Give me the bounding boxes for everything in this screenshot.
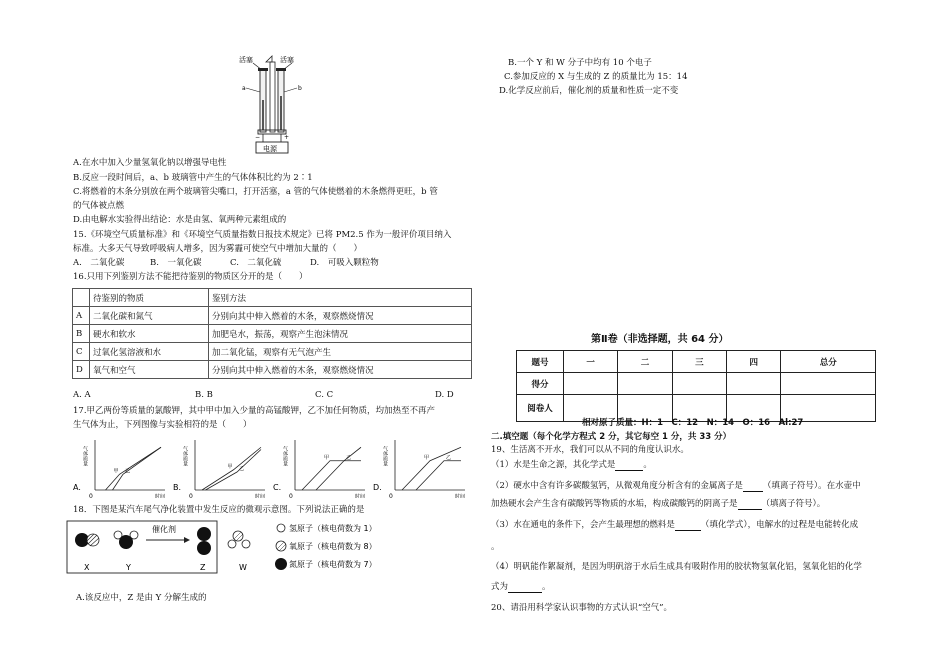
q19-2-text: （2）硬水中含有许多碳酸氢钙，从微观角度分析含有的金属离子是: [491, 481, 743, 491]
score-cell[interactable]: [781, 373, 876, 395]
table-cell: C: [73, 343, 90, 361]
table-cell: 加二氧化锰，观察有无气泡产生: [209, 343, 472, 361]
q16-option-c: C. C: [315, 390, 334, 400]
q18-option-c: C.参加反应的 X 与生成的 Z 的质量比为 15：14: [504, 72, 688, 82]
table-cell: [73, 289, 90, 307]
table-cell: 四: [727, 351, 781, 373]
svg-text:+: +: [284, 134, 290, 141]
q14-option-a: A.在水中加入少量氢氧化钠以增强导电性: [73, 158, 227, 168]
q20-stem: 20、请沿用科学家认识事物的方式认识“空气”。: [491, 603, 673, 613]
table-cell: 分别向其中伸入燃着的木条，观察燃烧情况: [209, 307, 472, 325]
graph-y-label: 气体质量: [282, 446, 288, 466]
graph-label-yi: 乙: [239, 466, 245, 472]
graph-label-jia: 甲: [324, 454, 330, 461]
q19-3: [491, 520, 858, 531]
graph-option-label: A.: [73, 483, 81, 492]
stopcock-label-left: 活塞: [239, 56, 253, 64]
table-cell: 过氧化氢溶液和水: [90, 343, 209, 361]
q19-stem: 19、生活离不开水，我们可以从不同的角度认识水。: [491, 445, 689, 455]
table-header-substance: 待鉴别的物质: [90, 289, 209, 307]
table-cell: 氧气和空气: [90, 361, 209, 379]
table-row: [73, 307, 472, 325]
table-row: [73, 325, 472, 343]
stopcock-label-right: 活塞: [280, 56, 294, 64]
table-cell: 三: [672, 351, 726, 373]
q14-option-c: C.将燃着的木条分别放在两个玻璃管尖嘴口，打开活塞，a 管的气体使燃着的木条燃得更旺，b 管: [73, 187, 438, 197]
score-cell[interactable]: [618, 373, 672, 395]
table-cell: 加肥皂水，振荡，观察产生泡沫情况: [209, 325, 472, 343]
q14-option-b: B.反应一段时间后，a、b 玻璃管中产生的气体体积比约为 2∶1: [73, 173, 313, 183]
q18-option-b: B.一个 Y 和 W 分子中均有 10 个电子: [508, 58, 652, 68]
graph-y-label: 气体质量: [82, 446, 88, 466]
graph-x-label: 时间: [255, 494, 266, 498]
table-cell: 二: [618, 351, 672, 373]
q19-3-text: （3）水在通电的条件下，会产生最理想的燃料是: [491, 520, 675, 530]
q16-stem: 16.只用下列鉴别方法不能把待鉴别的物质区分开的是（ ）: [73, 272, 308, 282]
q19-3-end: 。: [491, 542, 500, 552]
svg-text:−: −: [255, 134, 261, 141]
graph-series-line: [302, 461, 361, 490]
q18-option-d: D.化学反应前后，催化剂的质量和性质一定不变: [499, 86, 679, 96]
q16-option-b: B. B: [195, 390, 213, 400]
table-row: [73, 343, 472, 361]
q18-stem: 18．下图是某汽车尾气净化装置中发生反应的微观示意图。下列说法正确的是: [73, 505, 365, 515]
score-cell[interactable]: [564, 373, 618, 395]
q19-2-line2: [491, 499, 825, 510]
legend-nitrogen: 氮原子（核电荷数为 7）: [289, 560, 377, 569]
q19-4-blank[interactable]: [508, 592, 542, 593]
graph-x-label: 时间: [455, 494, 466, 498]
q19-4-text: 式为: [491, 582, 509, 592]
table-cell: 题号: [517, 351, 564, 373]
q15-option-d: D. 可吸入颗粒物: [310, 258, 379, 268]
score-table: [516, 350, 876, 422]
graph-label-jia: 甲: [113, 468, 119, 475]
graph-x-label: 时间: [355, 494, 366, 498]
q15-option-b: B. 一氧化碳: [150, 258, 202, 268]
q19-2-text2-cont: （填离子符号）。: [761, 499, 826, 509]
q19-2-text-cont: （填离子符号）。在水壶中: [762, 481, 861, 491]
graph-label-jia: 甲: [424, 454, 430, 461]
graph-label-jia: 甲: [227, 463, 233, 470]
q15-stem-line2: 标准。大多天气导致呼吸病人增多，因为雾霾可使空气中增加大量的（ ）: [73, 244, 363, 254]
molecule-y-label: Y: [126, 563, 131, 572]
q19-2-blank-1[interactable]: [743, 491, 763, 492]
catalyst-label: 催化剂: [152, 525, 176, 534]
q19-1-end: 。: [643, 460, 652, 470]
graph-origin: 0: [289, 493, 293, 498]
q16-table: [72, 288, 472, 379]
graph-label-yi: 乙: [446, 454, 452, 461]
q19-4-line2: [491, 582, 551, 593]
q19-3-text-cont: （填化学式），电解水的过程是电能转化成: [700, 520, 859, 530]
q17-stem-line1: 17.甲乙两份等质量的氯酸钾，其中甲中加入少量的高锰酸钾，乙不加任何物质，均加热至不再产: [73, 406, 436, 416]
table-cell: D: [73, 361, 90, 379]
graph-series-line: [113, 447, 162, 490]
table-cell: 二氧化碳和氮气: [90, 307, 209, 325]
graph-x-label: 时间: [155, 494, 166, 498]
electrolysis-apparatus: [236, 52, 312, 156]
q19-3-blank[interactable]: [675, 530, 701, 531]
q19-1: [491, 460, 652, 471]
molecule-x-label: X: [84, 563, 90, 572]
q18-reaction-svg: [66, 520, 406, 580]
q14-option-c-cont: 的气体被点燃: [73, 201, 125, 211]
q18-option-a: A.该反应中，Z 是由 Y 分解生成的: [76, 593, 207, 603]
table-row: [517, 351, 876, 373]
table-cell: 得分: [517, 373, 564, 395]
q19-2-line1: [491, 481, 861, 492]
q18-reaction-diagram: [66, 520, 406, 580]
graph-label-yi: 乙: [346, 454, 352, 461]
graph-y-label: 气体质量: [382, 446, 388, 466]
q16-option-a: A. A: [73, 390, 91, 400]
part2-title: 第Ⅱ卷（非选择题，共 64 分）: [591, 334, 729, 345]
table-cell: 硬水和软水: [90, 325, 209, 343]
q19-4-end: 。: [542, 582, 551, 592]
table-row: [73, 289, 472, 307]
graph-origin: 0: [189, 493, 193, 498]
graph-option-label: B.: [173, 483, 182, 492]
graph-label-yi: 乙: [125, 468, 131, 475]
table-header-method: 鉴别方法: [209, 289, 472, 307]
q17-graphs: [73, 436, 473, 498]
score-cell[interactable]: [727, 373, 781, 395]
graph-origin: 0: [389, 493, 393, 498]
table-row: [73, 361, 472, 379]
table-cell: B: [73, 325, 90, 343]
section2-title: 二.填空题（每个化学方程式 2 分，其它每空 1 分，共 33 分）: [491, 432, 732, 442]
power-supply-label: 电源: [263, 145, 277, 153]
q17-stem-line2: 生气体为止，下列图像与实验相符的是（ ）: [73, 420, 252, 430]
q15-option-a: A. 二氧化碳: [73, 258, 125, 268]
molecule-w-label: W: [239, 563, 247, 572]
q19-4-line1: （4）明矾能作絮凝剂，是因为明矾溶于水后生成具有吸附作用的胶状物氢氧化铝，氢氧化铝的化学: [491, 562, 862, 572]
q19-1-text: （1）水是生命之源，其化学式是: [491, 460, 616, 470]
electrolysis-diagram: [236, 52, 312, 156]
graph-option-label: D.: [373, 483, 382, 492]
molecule-z-label: Z: [200, 563, 206, 572]
q17-graphs-svg: [73, 436, 473, 498]
table-row: [517, 373, 876, 395]
tube-a-label: a: [242, 85, 246, 92]
graph-option-label: C.: [273, 483, 282, 492]
q14-option-d: D.由电解水实验得出结论：水是由氢、氧两种元素组成的: [73, 215, 287, 225]
table-cell: 分别向其中伸入燃着的木条，观察燃烧情况: [209, 361, 472, 379]
graph-origin: 0: [89, 493, 93, 498]
q19-2-blank-2[interactable]: [738, 509, 762, 510]
table-cell: 一: [564, 351, 618, 373]
score-cell[interactable]: [672, 373, 726, 395]
table-cell: A: [73, 307, 90, 325]
atomic-mass-note: 相对原子质量：H：1 C：12 N：14 O：16 Al:27: [582, 418, 804, 428]
q15-stem-line1: 15.《环境空气质量标准》和《环境空气质量指数日报技术规定》已将 PM2.5 作为一般评价项目纳入: [73, 230, 452, 240]
q16-option-d: D. D: [435, 390, 454, 400]
q19-1-blank[interactable]: [615, 470, 643, 471]
q15-option-c: C. 二氧化硫: [230, 258, 282, 268]
tube-b-label: b: [298, 85, 302, 92]
q19-2-text2: 加热硬水会产生含有碳酸钙等物质的水垢，构成碳酸钙的阴离子是: [491, 499, 738, 509]
table-cell: 总分: [781, 351, 876, 373]
graph-y-label: 气体质量: [182, 446, 188, 466]
graph-series-line: [416, 461, 461, 490]
legend-hydrogen: 氢原子（核电荷数为 1）: [289, 524, 377, 533]
graph-series-line: [402, 447, 461, 490]
table-cell: 阅卷人: [517, 395, 564, 422]
legend-oxygen: 氧原子（核电荷数为 8）: [289, 542, 377, 551]
